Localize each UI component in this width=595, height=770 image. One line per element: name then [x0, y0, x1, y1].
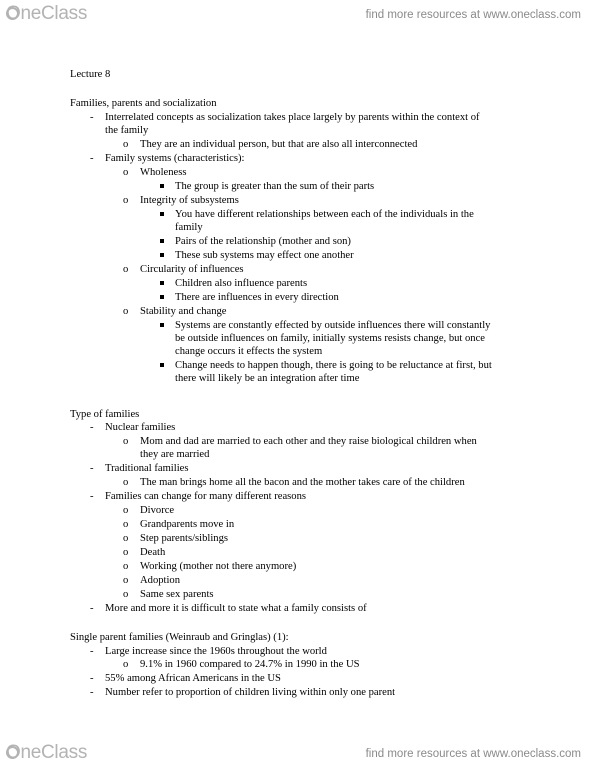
dash-bullet: - — [90, 687, 94, 698]
dash-bullet: - — [90, 422, 94, 433]
section-heading-family-types: Type of families — [70, 409, 140, 420]
bullet-text: there will likely be an integration after time — [175, 373, 360, 384]
square-bullet-icon — [160, 236, 164, 249]
bullet-text: The man brings home all the bacon and the mother takes care of the children — [140, 477, 465, 488]
square-bullet-icon — [160, 278, 164, 291]
circle-bullet: o — [123, 306, 129, 317]
bullet-text: they are married — [140, 449, 210, 460]
circle-bullet: o — [123, 264, 129, 275]
bullet-text: Stability and change — [140, 306, 227, 317]
lecture-title: Lecture 8 — [70, 69, 111, 80]
bullet-text: The group is greater than the sum of their parts — [175, 181, 375, 192]
bullet-text: 9.1% in 1960 compared to 24.7% in 1990 in the US — [140, 659, 360, 670]
circle-bullet: o — [123, 561, 129, 572]
bullet-text: More and more it is difficult to state what a family consists of — [105, 603, 367, 614]
bullet-text: You have different relationships between each of the individuals in the — [175, 209, 474, 220]
circle-bullet: o — [123, 195, 129, 206]
square-bullet-icon — [160, 360, 164, 373]
circle-bullet: o — [123, 477, 129, 488]
header-tagline[interactable]: find more resources at www.oneclass.com — [365, 9, 581, 21]
bullet-text: Number refer to proportion of children living within only one parent — [105, 687, 396, 698]
list-item: Divorce — [140, 505, 175, 516]
list-item: Grandparents move in — [140, 519, 235, 530]
list-item: Working (mother not there anymore) — [140, 561, 297, 572]
bullet-text: Interrelated concepts as socialization takes place largely by parents within the context of — [105, 112, 480, 123]
bullet-text: Traditional families — [105, 463, 189, 474]
section-heading-single-parent: Single parent families (Weinraub and Gringlas) (1): — [70, 632, 289, 643]
dash-bullet: - — [90, 646, 94, 657]
bullet-text: They are an individual person, but that are also all interconnected — [140, 139, 418, 150]
bullet-text: Large increase since the 1960s throughout the world — [105, 646, 327, 657]
dash-bullet: - — [90, 463, 94, 474]
circle-bullet: o — [123, 139, 129, 150]
dash-bullet: - — [90, 112, 94, 123]
circle-bullet: o — [123, 533, 129, 544]
list-item: Step parents/siblings — [140, 533, 228, 544]
circle-bullet: o — [123, 659, 129, 670]
circle-bullet: o — [123, 589, 129, 600]
bullet-text: Family systems (characteristics): — [105, 153, 245, 164]
circle-bullet: o — [123, 505, 129, 516]
bullet-text: Circularity of influences — [140, 264, 244, 275]
bullet-text: change occurs it effects the system — [175, 346, 323, 357]
bullet-text: Wholeness — [140, 167, 187, 178]
bullet-text: Nuclear families — [105, 422, 176, 433]
logo-text: OneClass — [6, 3, 88, 24]
circle-bullet: o — [123, 519, 129, 530]
list-item: Adoption — [140, 575, 181, 586]
bullet-text: Systems are constantly effected by outside influences there will constantly — [175, 320, 491, 331]
square-bullet-icon — [160, 181, 164, 194]
list-item: Death — [140, 547, 166, 558]
section-heading-socialization: Families, parents and socialization — [70, 98, 217, 109]
circle-bullet: o — [123, 575, 129, 586]
bullet-text: the family — [105, 125, 149, 136]
bullet-text: Pairs of the relationship (mother and son) — [175, 236, 351, 247]
bullet-text: be outside influences on family, initially systems resists change, but once — [175, 333, 485, 344]
circle-bullet: o — [123, 436, 129, 447]
bullet-text: Children also influence parents — [175, 278, 308, 289]
oneclass-logo — [6, 3, 87, 25]
bullet-text: Families can change for many different reasons — [105, 491, 307, 502]
square-bullet-icon — [160, 320, 164, 333]
list-item: Same sex parents — [140, 589, 214, 600]
oneclass-logo-footer — [6, 742, 87, 764]
bullet-text: 55% among African Americans in the US — [105, 673, 281, 684]
square-bullet-icon — [160, 292, 164, 305]
dash-bullet: - — [90, 673, 94, 684]
dash-bullet: - — [90, 153, 94, 164]
square-bullet-icon — [160, 209, 164, 222]
bullet-text: There are influences in every direction — [175, 292, 339, 303]
bullet-text: These sub systems may effect one another — [175, 250, 354, 261]
bullet-text: Mom and dad are married to each other and they raise biological children when — [140, 436, 477, 447]
square-bullet-icon — [160, 250, 164, 263]
circle-bullet: o — [123, 167, 129, 178]
circle-bullet: o — [123, 547, 129, 558]
bullet-text: Change needs to happen though, there is going to be reluctance at first, but — [175, 360, 492, 371]
bullet-text: Integrity of subsystems — [140, 195, 239, 206]
dash-bullet: - — [90, 603, 94, 614]
dash-bullet: - — [90, 491, 94, 502]
footer-tagline[interactable]: find more resources at www.oneclass.com — [365, 748, 581, 760]
bullet-text: family — [175, 222, 203, 233]
logo-text: OneClass — [6, 742, 88, 763]
